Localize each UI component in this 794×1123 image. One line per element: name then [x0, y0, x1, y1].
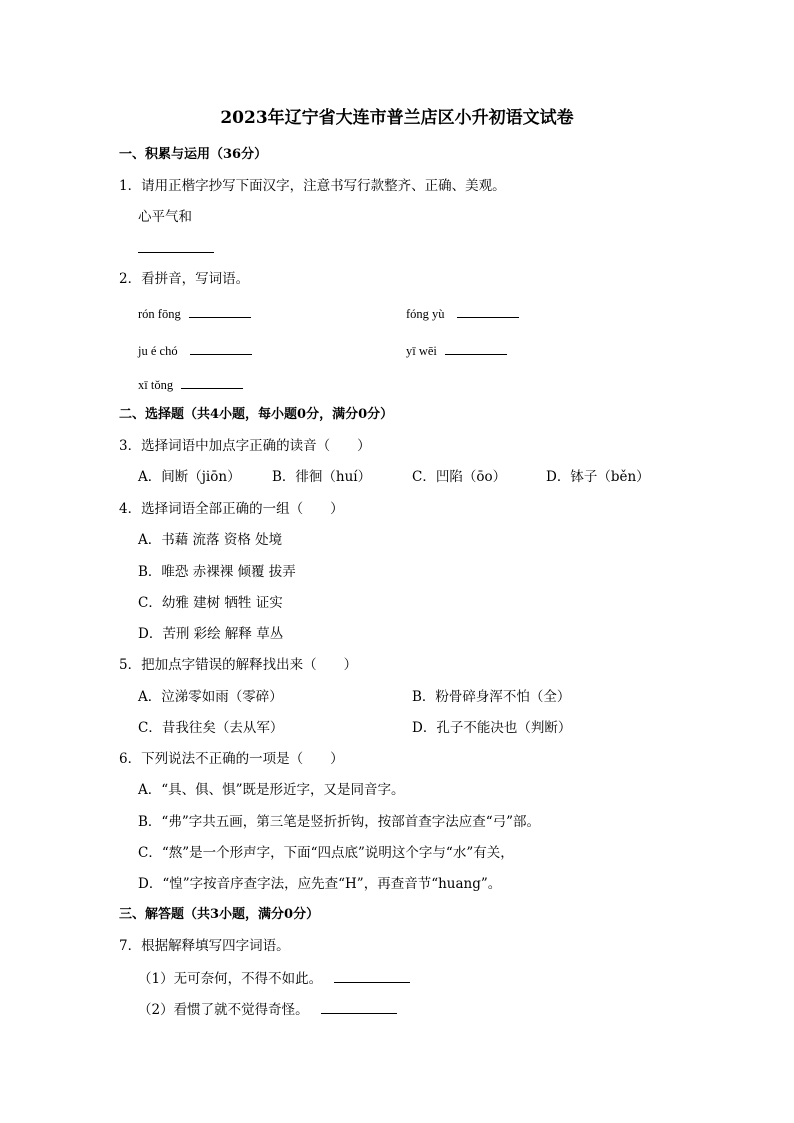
q6-option-b[interactable]: B．“弗”字共五画，第三笔是竖折折钩，按部首查字法应查“弓”部。: [138, 814, 541, 830]
q3-option-c[interactable]: C．凹陷（ōo）: [412, 469, 507, 485]
q4-option-b[interactable]: B．唯恐 赤裸裸 倾覆 拔弄: [138, 564, 296, 580]
question-7: 7．根据解释填写四字词语。: [119, 938, 290, 954]
q3-option-b[interactable]: B．徘徊（huí）: [272, 469, 372, 485]
pinyin-text: rón fōng: [138, 307, 181, 321]
q5-option-a[interactable]: A．泣涕零如雨（零碎）: [138, 689, 283, 705]
question-5: 5．把加点字错误的解释找出来（ ）: [119, 657, 358, 673]
section-3-heading: 三、解答题（共3小题，满分0分）: [119, 907, 320, 922]
pinyin-text: fóng yù: [406, 307, 445, 321]
section-1-heading: 一、积累与运用（36分）: [119, 147, 268, 162]
q7-answer-blank[interactable]: [321, 999, 397, 1014]
question-1-phrase: 心平气和: [138, 209, 192, 225]
q6-option-c[interactable]: C．“熬”是一个形声字，下面“四点底”说明这个字与“水”有关，: [138, 845, 514, 861]
q7-item: [138, 968, 410, 989]
q7-item: [138, 999, 397, 1020]
q7-item-text: （2）看惯了就不觉得奇怪。: [138, 1002, 309, 1018]
q7-answer-blank[interactable]: [334, 968, 410, 983]
exam-title: 2023年辽宁省大连市普兰店区小升初语文试卷: [220, 108, 574, 128]
pinyin-text: yī wēi: [406, 344, 437, 358]
question-1-answer-blank[interactable]: [138, 238, 214, 259]
question-6: 6．下列说法不正确的一项是（ ）: [119, 751, 344, 767]
pinyin-answer-blank[interactable]: [181, 374, 243, 389]
q6-option-d[interactable]: D．“惶”字按音序查字法，应先查“H”，再查音节“huang”。: [138, 876, 502, 892]
pinyin-answer-blank[interactable]: [457, 303, 519, 318]
q3-option-a[interactable]: A．间断（jiōn）: [138, 469, 241, 485]
q5-option-c[interactable]: C．昔我往矣（去从军）: [138, 720, 284, 736]
pinyin-text: xī tǒng: [138, 378, 174, 392]
pinyin-answer-blank[interactable]: [190, 340, 252, 355]
pinyin-item: [138, 374, 243, 395]
q7-item-text: （1）无可奈何，不得不如此。: [138, 971, 323, 987]
pinyin-answer-blank[interactable]: [189, 303, 251, 318]
q6-option-a[interactable]: A．“具、俱、惧”既是形近字，又是同音字。: [138, 782, 405, 798]
pinyin-text: ju é chó: [138, 344, 178, 358]
q4-option-a[interactable]: A．书藉 流落 资格 处境: [138, 532, 283, 548]
question-4: 4．选择词语全部正确的一组（ ）: [119, 501, 344, 517]
pinyin-answer-blank[interactable]: [445, 340, 507, 355]
q3-option-d[interactable]: D．钵子（běn）: [546, 469, 650, 485]
pinyin-item: [406, 303, 519, 324]
q5-option-d[interactable]: D．孔子不能决也（判断）: [412, 720, 572, 736]
q5-option-b[interactable]: B．粉骨碎身浑不怕（全）: [412, 689, 571, 705]
section-2-heading: 二、选择题（共4小题，每小题0分，满分0分）: [119, 407, 394, 422]
question-3: 3．选择词语中加点字正确的读音（ ）: [119, 438, 371, 454]
pinyin-item: [138, 340, 252, 361]
q4-option-d[interactable]: D．苦刑 彩绘 解释 草丛: [138, 626, 284, 642]
q4-option-c[interactable]: C．幼雅 建树 牺牲 证实: [138, 595, 283, 611]
question-1: 1．请用正楷字抄写下面汉字，注意书写行款整齐、正确、美观。: [119, 178, 506, 194]
pinyin-item: [406, 340, 507, 361]
question-2: 2．看拼音，写词语。: [119, 271, 250, 287]
pinyin-item: [138, 303, 251, 324]
